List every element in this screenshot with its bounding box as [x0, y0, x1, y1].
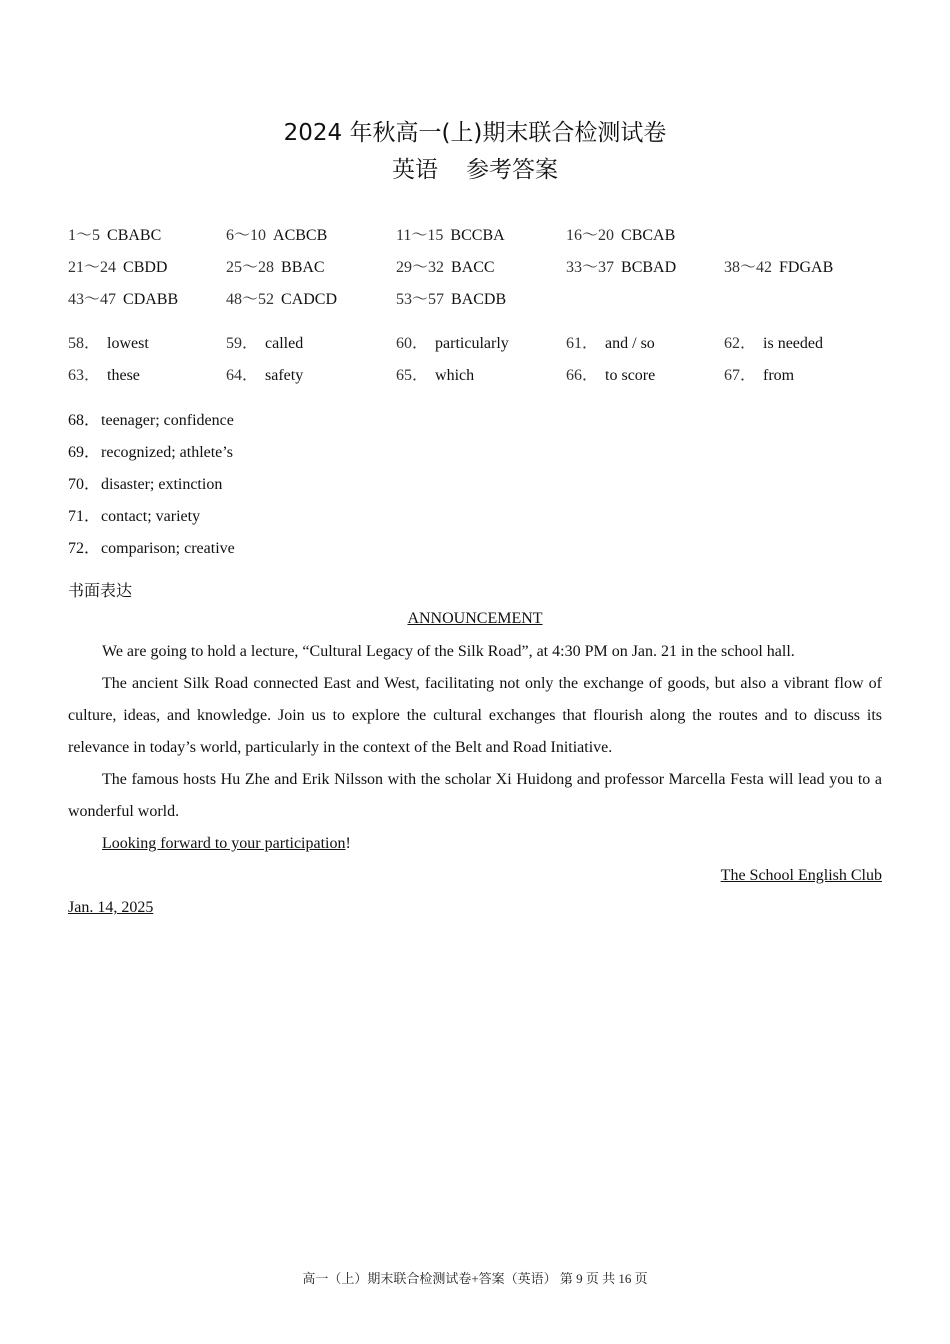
question-range: 64．	[226, 367, 259, 384]
answer-cell	[396, 222, 505, 245]
answer-cell	[226, 330, 303, 353]
word-row	[68, 503, 200, 526]
mc-row	[0, 286, 950, 310]
answer-text: is needed	[763, 335, 823, 352]
answer-text: which	[435, 367, 475, 384]
answer-text: FDGAB	[779, 259, 834, 276]
page-title: 2024 年秋高一(上)期末联合检测试卷	[283, 120, 667, 146]
announcement-paragraph-2: The ancient Silk Road connected East and West, facilitating not only the exchange of goods, but also a vibrant flow of culture, ideas, and knowledge. Join us to explore the cultural exchanges that flourish along the routes and to discuss its relevance in today’s world, particularly in the context of the Belt and Road Initiative.	[68, 675, 882, 756]
question-range: 16～20	[566, 227, 615, 244]
answer-cell	[566, 362, 655, 385]
answer-text: to score	[605, 367, 656, 384]
word-row	[68, 471, 222, 494]
question-range: 11～15	[396, 227, 444, 244]
answer-text: CBABC	[107, 227, 162, 244]
question-range: 6～10	[226, 227, 267, 244]
answer-text: ACBCB	[273, 227, 328, 244]
subject-label: 英语	[392, 157, 438, 183]
answer-text: BCCBA	[450, 227, 505, 244]
answer-text: CBCAB	[621, 227, 676, 244]
answer-cell	[566, 330, 655, 353]
question-range: 63．	[68, 367, 101, 384]
question-range: 60．	[396, 335, 429, 352]
answer-text: recognized; athlete’s	[101, 444, 233, 461]
question-range: 59．	[226, 335, 259, 352]
answer-cell	[68, 222, 161, 245]
answer-text: from	[763, 367, 795, 384]
answer-cell	[68, 254, 167, 277]
answer-cell	[724, 330, 823, 353]
announcement-paragraph-3: The famous hosts Hu Zhe and Erik Nilsson with the scholar Xi Huidong and professor Marcella Festa will lead you to a wonderful world.	[68, 771, 882, 820]
answer-text: BACDB	[451, 291, 507, 308]
question-range: 33～37	[566, 259, 615, 276]
mc-row	[0, 254, 950, 278]
question-range: 61．	[566, 335, 599, 352]
question-number: 68．	[68, 412, 101, 429]
answer-text: contact; variety	[101, 508, 201, 525]
answer-cell	[724, 362, 794, 385]
answer-cell	[566, 254, 676, 277]
answer-text: BCBAD	[621, 259, 677, 276]
question-range: 43～47	[68, 291, 117, 308]
fill-row	[0, 330, 950, 354]
answer-text: CDABB	[123, 291, 179, 308]
word-row	[68, 535, 235, 558]
answer-text: BACC	[451, 259, 495, 276]
word-row	[68, 439, 233, 462]
announcement-paragraph-1: We are going to hold a lecture, “Cultural Legacy of the Silk Road”, at 4:30 PM on Jan. 21 in the school hall.	[102, 643, 795, 660]
question-range: 66．	[566, 367, 599, 384]
answer-text: BBAC	[281, 259, 325, 276]
answer-text: called	[265, 335, 304, 352]
answers-label: 参考答案	[466, 157, 558, 183]
answer-text: teenager; confidence	[101, 412, 234, 429]
answer-cell	[724, 254, 833, 277]
question-range: 53～57	[396, 291, 445, 308]
answer-text: CADCD	[281, 291, 338, 308]
answer-cell	[226, 286, 337, 309]
answer-text: and / so	[605, 335, 655, 352]
question-range: 38～42	[724, 259, 773, 276]
question-range: 29～32	[396, 259, 445, 276]
question-number: 69．	[68, 444, 101, 461]
question-range: 67．	[724, 367, 757, 384]
question-range: 65．	[396, 367, 429, 384]
answer-cell	[226, 362, 303, 385]
question-range: 48～52	[226, 291, 275, 308]
closing-text: Looking forward to your participation	[102, 835, 346, 852]
answer-text: CBDD	[123, 259, 168, 276]
question-range: 1～5	[68, 227, 101, 244]
question-range: 21～24	[68, 259, 117, 276]
announcement-closing	[102, 828, 351, 860]
answer-cell	[396, 330, 509, 353]
answer-cell	[396, 286, 506, 309]
answer-cell	[566, 222, 675, 245]
answer-cell	[396, 254, 495, 277]
answer-text: lowest	[107, 335, 149, 352]
answer-text: comparison; creative	[101, 540, 235, 557]
fill-row	[0, 362, 950, 386]
question-number: 70．	[68, 476, 101, 493]
question-number: 72．	[68, 540, 101, 557]
answer-text: particularly	[435, 335, 509, 352]
announcement-date: Jan. 14, 2025	[68, 899, 154, 916]
announcement-heading: ANNOUNCEMENT	[407, 610, 543, 627]
answer-cell	[226, 254, 325, 277]
page-subtitle	[0, 151, 950, 184]
question-range: 62．	[724, 335, 757, 352]
page-footer: 高一（上）期末联合检测试卷+答案（英语） 第 9 页 共 16 页	[302, 1271, 648, 1286]
word-row	[68, 407, 234, 430]
answer-text: disaster; extinction	[101, 476, 223, 493]
answer-text: safety	[265, 367, 304, 384]
answer-text: these	[107, 367, 140, 384]
question-number: 71．	[68, 508, 101, 525]
closing-punctuation: !	[345, 835, 351, 852]
answer-cell	[68, 330, 149, 353]
mc-row	[0, 222, 950, 246]
announcement-signer: The School English Club	[720, 867, 882, 884]
answer-cell	[68, 362, 140, 385]
question-range: 58．	[68, 335, 101, 352]
answer-cell	[226, 222, 327, 245]
answer-cell	[68, 286, 178, 309]
answer-cell	[396, 362, 474, 385]
question-range: 25～28	[226, 259, 275, 276]
writing-section-label: 书面表达	[68, 581, 133, 600]
